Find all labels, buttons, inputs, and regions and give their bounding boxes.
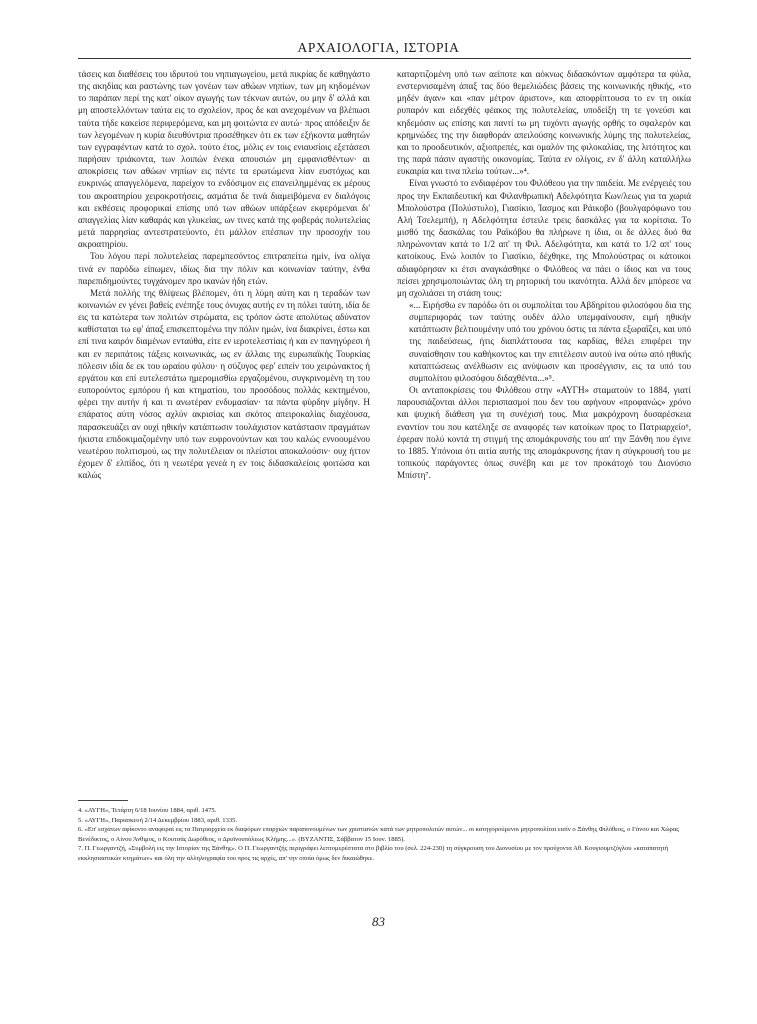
running-title: ΑΡΧΑΙΟΛΟΓΙΑ, ΙΣΤΟΡΙΑ xyxy=(297,40,460,55)
footnote: 4. «ΑΥΓΗ», Τετάρτη 6/18 Ιουνίου 1884, αριθ. 1475. xyxy=(78,807,217,814)
paragraph: Οι ανταποκρίσεις του Φιλόθεου στην «ΑΥΓΗ» σταματούν το 1884, γιατί παρουσιάζονται άλλοι περισπασμοί που δεν του αφήνουν «προφανώς» χρόνο και ψυχική διάθεση για τη συνέχισή τους. Μια μακρόχρονη δυσαρέσκεια εναντίον του που κατέληξε σε αναφορές των κατοίκων προς το Πατριαρχείο⁶, έφεραν πολύ κοντά τη στιγμή της απομάκρυνσής του απ' την Ξάνθη που έγινε το 1885. Υπόνοια ότι αιτία αυτής της απομάκρυνσης ήταν η σύγκρουσή του με τοπικούς παράγοντες όπως συνέβη και με τον προκάτοχό του Διονύσιο Μπίστη⁷. xyxy=(397,385,691,481)
footnote-rule xyxy=(78,800,128,801)
block-quote: «... Ειρήσθω εν παρόδω ότι οι συμπολίται του Αβδηρίτου φιλοσόφου δια της συμπεριφοράς των ταύτης ουδέν άλλο υπεμφαίνουσιν, ειμή ηθικήν κατάπτωσιν βελτιουμένην υπό του χρόνου όστις τα πάντα εξωραΐζει, και υπό της παιδεύσεως, ήτις διαπλάττουσα τας καρδίας, θέλει επιφέρει την συναίσθησιν του καθήκοντος και την επιτέλεσιν αυτού ίνα ούτω από ηθικής καταπτώσεως ανέλθωσιν εις ανύψωσιν και προσέγγισιν, εις τα υπό του συμπολίτου φιλοσόφου διδαχθέντα...»⁵. xyxy=(409,299,691,383)
paragraph: Είναι γνωστό το ενδιαφέρον του Φιλόθεου για την παιδεία. Με ενέργειές του προς την Εκπαιδευτική και Φιλανθρωπική Αδελφότητα Κων/λεως για τα χωριά Μπολούστρα (Πολύστυλο), Γιασίκιο, Ίασμος και Ράικοβο (βουλγαρόφωνο του Αλή Τσελεμπή), η Αδελφότητα έστειλε τρεις δασκάλες για τα κορίτσια. Το μισθό της δασκάλας του Ραϊκόβου θα πλήρωνε η ίδια, οι δε άλλες δυό θα πληρώνονταν κατά το 1/2 απ' τη Φιλ. Αδελφότητα, και κατά το 1/2 απ' τους κατοίκους. Ενώ λοιπόν το Γιασίκιο, δέχθηκε, της Μπολούστρας οι κάτοικοι αδιαφόρησαν κι έτσι αναγκάσθηκε ο Φιλόθεος να πάει ο ίδιος και να τους πείσει χρησιμοποιώντας όλη τη ρητορική του ικανότητα. Αλλά δεν μπόρεσε να μη σχολιάσει τη στάση τους: xyxy=(397,178,691,298)
footnote: 7. Π. Γεωργαντζή, «Συμβολή εις την Ιστορίαν της Ξάνθης». Ο Π. Γεωργαντζής περιγράφει λεπτομερέστατα στο βιβλίο του (σελ. 224-230) τη σύγκρουση του Διονυσίου με τον προύχοντα Αθ. Κουγιουμτζόγλου «καταπατητή εκκλησιαστικών κτημάτων» και όλη την αλληλογραφία του προς τις αρχές, απ' την οποία όμως δεν δικαιώθηκε. xyxy=(78,845,669,862)
header-rule xyxy=(78,58,691,59)
paragraph: Μετά πολλής της θλίψεως βλέπομεν, ότι η λύμη αύτη και η τεραδών των κοινωνιών εν γένει βαθείς ενέπηξε τους όνυχας αυτής εν τη πόλει ταύτη, ιδία δε εις τα κατώτερα των πολιτών στρώματα, εις τρόπον ώστε απολύτως αδύνατον καθίσταται τω εφ' άπαξ επισκεπτομένω την πόλιν ημών, ίνα διακρίνει, έστω και επί τινα καιρόν διαμένων ενταύθα, είτε εν ιεροτελεστίαις ή και εν πανηγύρεσι ή και εν περιπάτοις τάξεις κοινωνικάς, ως εν άλλαις της ευρωπαϊκής Τουρκίας πόλεσιν ιδία δε εκ του ωραίου φύλου· η σύζυγος φερ' ειπείν του χειρώνακτος ή εργάτου και επί ευτελεστάτω ημερομισθίω εργαζομένου, συγκρινομένη τη του ευπορούντος εμπόρου ή και κτηματίου, του προσόδους πολλάς κεκτημένου, φέρει την αυτήν ή και τι ανωτέραν ενδυμασίαν· τα πάντα φύρδην μίγδην. Η επάρατος αύτη νόσος αχλύν ακρισίας και σκότος απειροκαλίας διαχέουσα, παρασκευάζει αν ουχί ηθικήν κατάπτωσιν τουλάχιστον κατάστασιν πραγμάτων ήκιστα επιδοκιμαζομένην υπό των ευφρονούντων και του καλώς εννοουμένου νεωτέρου πολιτισμού, ως την πολυτέλειαν οι πλείστοι αποκαλούσιν· ουχ ήττον έχομεν δ' ελπίδος, ότι η νεωτέρα γενεά η εν τοις διδασκαλείοις φοιτώσα και καλώς xyxy=(78,287,370,481)
paragraph: καταρτιζομένη υπό των αείποτε και αόκνως διδασκόντων αμφότερα τα φύλα, ενστερνισαμένη άπαξ τας δύο θεμελιώδεις βάσεις της κοινωνικής ηθικής, «το μηδέν άγαν» και «παν μέτρον άριστον», και αποφρίπτουσα το εν τη οικία ρυπαρόν και ειδεχθές φέακος της πολυτελείας, υποδείξη τη τε γονεύσι και κηδεμόσιν ως επίσης και παντί τω μη τυχόντι αγωγής ορθής το σφαλερόν και κρημνώδες της την διαφθοράν απειλούσης κοινωνικής λύμης της πολυτελείας, και το προοδευτικόν, αξιοπρεπές, και ομαλόν της φιλοκαλίας, της λιτότητος και της παρά πάσιν αγαστής οικονομίας. Ταύτα εν ολίγοις, εν δ' άλλη καταλλήλω ευκαιρία και τινα πλείω τούτων...»⁴. xyxy=(397,69,691,177)
paragraph: Του λόγου περί πολυτελείας παρεμπεσόντος επιτραπείτω ημίν, ίνα ολίγα τινά εν παρόδω είπωμεν, ιδίως δια την πόλιν και κοινωνίαν ταύτην, ένθα παρεπιδημούντες τυγχάνομεν προ ικανών ήδη ετών. xyxy=(78,251,370,286)
left-column xyxy=(78,68,370,481)
paragraph: τάσεις και διαθέσεις του ιδρυτού του νηπιαγωγείου, μετά πικρίας δε καθηγάστο της ακηδίας και ραστώνης των γονέων των αθώων νηπίων, των μη κηδομένων το παράπαν περί της κατ' οίκον αγωγής των τέκνων αυτών, ου μην δ' αλλά και μη αποστελλόντων ταύτα εις το σχολείον, προς δε και ανεχομένων να βλέπωσι ταύτα τήδε κακείσε περιφερόμενα, και μη φοιτώντα εν αυτώ· προς απόδειξιν δε των λεγομένων η κυρία διευθύντρια προσέθηκεν ότι εκ των εξήκοντα μαθητών των εγγραφέντων κατά το σχολ. τούτο έτος, μόλις εν τοις ενιαυσίοις εξετάσεσι παρήσαν τριάκοντα, των λοιπών ένεκα απουσιών μη εμφανισθέντων· αι αποκρίσεις των αθώων νηπίων εις πέντε τα ερωτώμενα λίαν ευστόχως και ευκρινώς απαγγελόμενα, παρείχον το ενδόσιμον εις επανειλημμένας εκ μέρους του ακροατηρίου χειροκροτήσεις, ασμάτια δε τινά διαμειβόμενα εν διαλόγοις και εκθέσεις προφορικαί επίσης υπό των αθώων υπάρξεων εκφερόμεναι δι' απαγγελίας λίαν καθαράς και γλυκείας, ων τινες κατά της φοβεράς πολυτελείας μετά παρρησίας αντεστρατεύοντο, έτι μάλλον επέσπων την προσοχήν του ακροατηρίου. xyxy=(78,69,370,250)
footnote: 5. «ΑΥΓΗ», Παρασκευή 2/14 Δεκεμβρίου 1883, αριθ. 1335. xyxy=(78,816,238,824)
page-number: 83 xyxy=(372,914,385,929)
footnotes xyxy=(78,806,691,864)
footnote: 6. «Επ' εσχάτων αφίκοντο αναφοραί εις τα Πατριαρχεία εκ διαφόρων επαρχιών παραπονουμένων των χριστιανών κατά των μητροπολιτών αυτών... οι κατηγορούμενοι μητροπολίται εισίν ο Ξάνθης Φιλόθεος, ο Γάνου και Χώρας Βενέδικτος, ο Αίνου Άνθιμος, ο Κουτσάς Δωρόθεος, ο Δρυϊνουπόλεως Κλήμης...». (ΒΥΖΑΝΤΙΣ, Σάββατον 15 Ιουν. 1885). xyxy=(78,826,679,843)
right-column xyxy=(397,68,691,481)
